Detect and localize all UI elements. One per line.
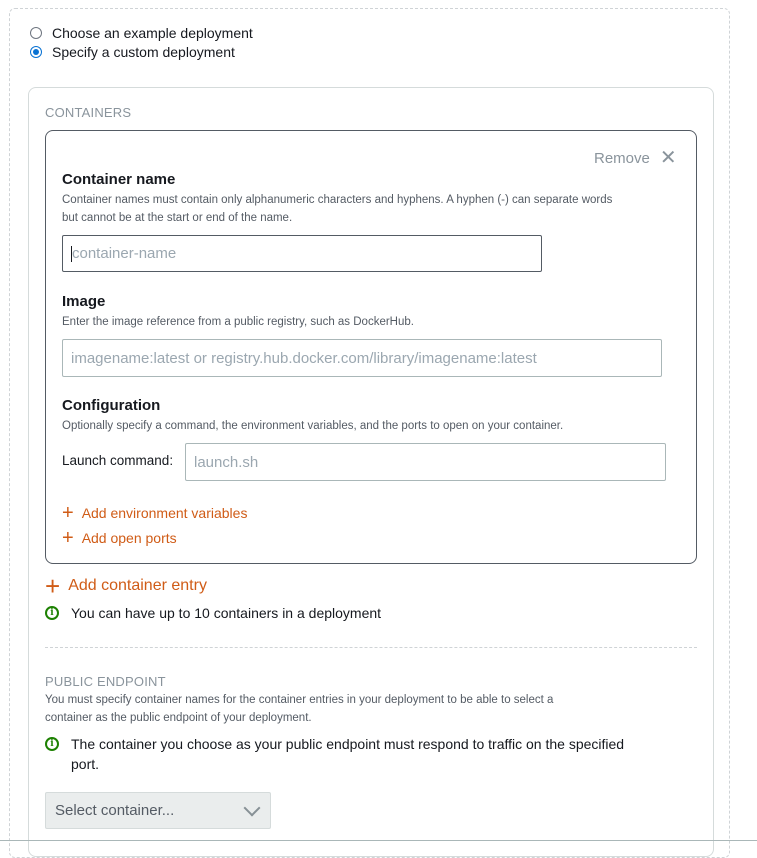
container-name-help-2: but cannot be at the start or end of the name. <box>62 212 293 224</box>
container-name-placeholder: container-name <box>72 245 177 262</box>
add-open-ports-link[interactable] <box>62 528 177 548</box>
close-icon[interactable]: ✕ <box>659 147 677 169</box>
image-title: Image <box>62 293 106 310</box>
containers-section-label: CONTAINERS <box>45 105 132 120</box>
info-icon: i <box>45 606 59 620</box>
configuration-help: Optionally specify a command, the environment variables, and the ports to open on your container. <box>62 420 564 432</box>
plus-icon[interactable]: + <box>62 527 74 549</box>
chevron-down-icon[interactable] <box>244 799 261 816</box>
public-endpoint-select[interactable] <box>45 792 271 829</box>
plus-icon[interactable]: + <box>45 571 61 601</box>
container-name-input[interactable] <box>62 235 542 272</box>
radio-custom-label[interactable]: Specify a custom deployment <box>52 44 235 60</box>
public-endpoint-help-2: container as the public endpoint of your deployment. <box>45 712 312 724</box>
public-endpoint-section-label: PUBLIC ENDPOINT <box>45 674 166 689</box>
container-limit-info <box>45 603 381 623</box>
container-name-title: Container name <box>62 171 176 188</box>
image-help: Enter the image reference from a public registry, such as DockerHub. <box>62 316 414 328</box>
image-placeholder: imagename:latest or registry.hub.docker.com/library/imagename:latest <box>71 349 537 367</box>
section-divider <box>45 647 697 648</box>
public-endpoint-info-text <box>71 734 624 774</box>
radio-checked-icon[interactable] <box>30 46 42 58</box>
remove-label[interactable]: Remove <box>594 149 650 167</box>
radio-example-label[interactable]: Choose an example deployment <box>52 25 253 41</box>
public-endpoint-info-line1: The container you choose as your public endpoint must respond to traffic on the specified <box>71 736 625 752</box>
launch-command-input[interactable] <box>185 443 666 481</box>
launch-command-label: Launch command: <box>62 453 174 468</box>
add-entry-label[interactable]: Add container entry <box>68 577 207 594</box>
public-endpoint-info <box>45 734 624 774</box>
container-name-help-1: Container names must contain only alphanumeric characters and hyphens. A hyphen (-) can separate words <box>62 194 613 206</box>
add-env-label[interactable]: Add environment variables <box>81 505 248 521</box>
select-placeholder[interactable]: Select container... <box>55 802 175 819</box>
add-environment-variables-link[interactable] <box>62 503 247 523</box>
configuration-title: Configuration <box>62 397 161 414</box>
public-endpoint-info-line2: port. <box>71 756 100 772</box>
remove-container-button[interactable] <box>594 148 677 168</box>
image-input[interactable] <box>62 339 662 377</box>
radio-unchecked-icon[interactable] <box>30 27 42 39</box>
add-container-entry-button[interactable] <box>45 573 207 599</box>
container-limit-text: You can have up to 10 containers in a deployment <box>71 605 382 621</box>
public-endpoint-help-1: You must specify container names for the container entries in your deployment to be able to select a <box>45 694 554 706</box>
info-icon: i <box>45 737 59 751</box>
radio-example-deployment[interactable] <box>30 25 253 41</box>
add-ports-label[interactable]: Add open ports <box>81 530 177 546</box>
radio-custom-deployment[interactable] <box>30 44 235 60</box>
plus-icon[interactable]: + <box>62 502 74 524</box>
launch-command-placeholder: launch.sh <box>194 453 259 471</box>
page-bottom-border <box>0 840 757 841</box>
